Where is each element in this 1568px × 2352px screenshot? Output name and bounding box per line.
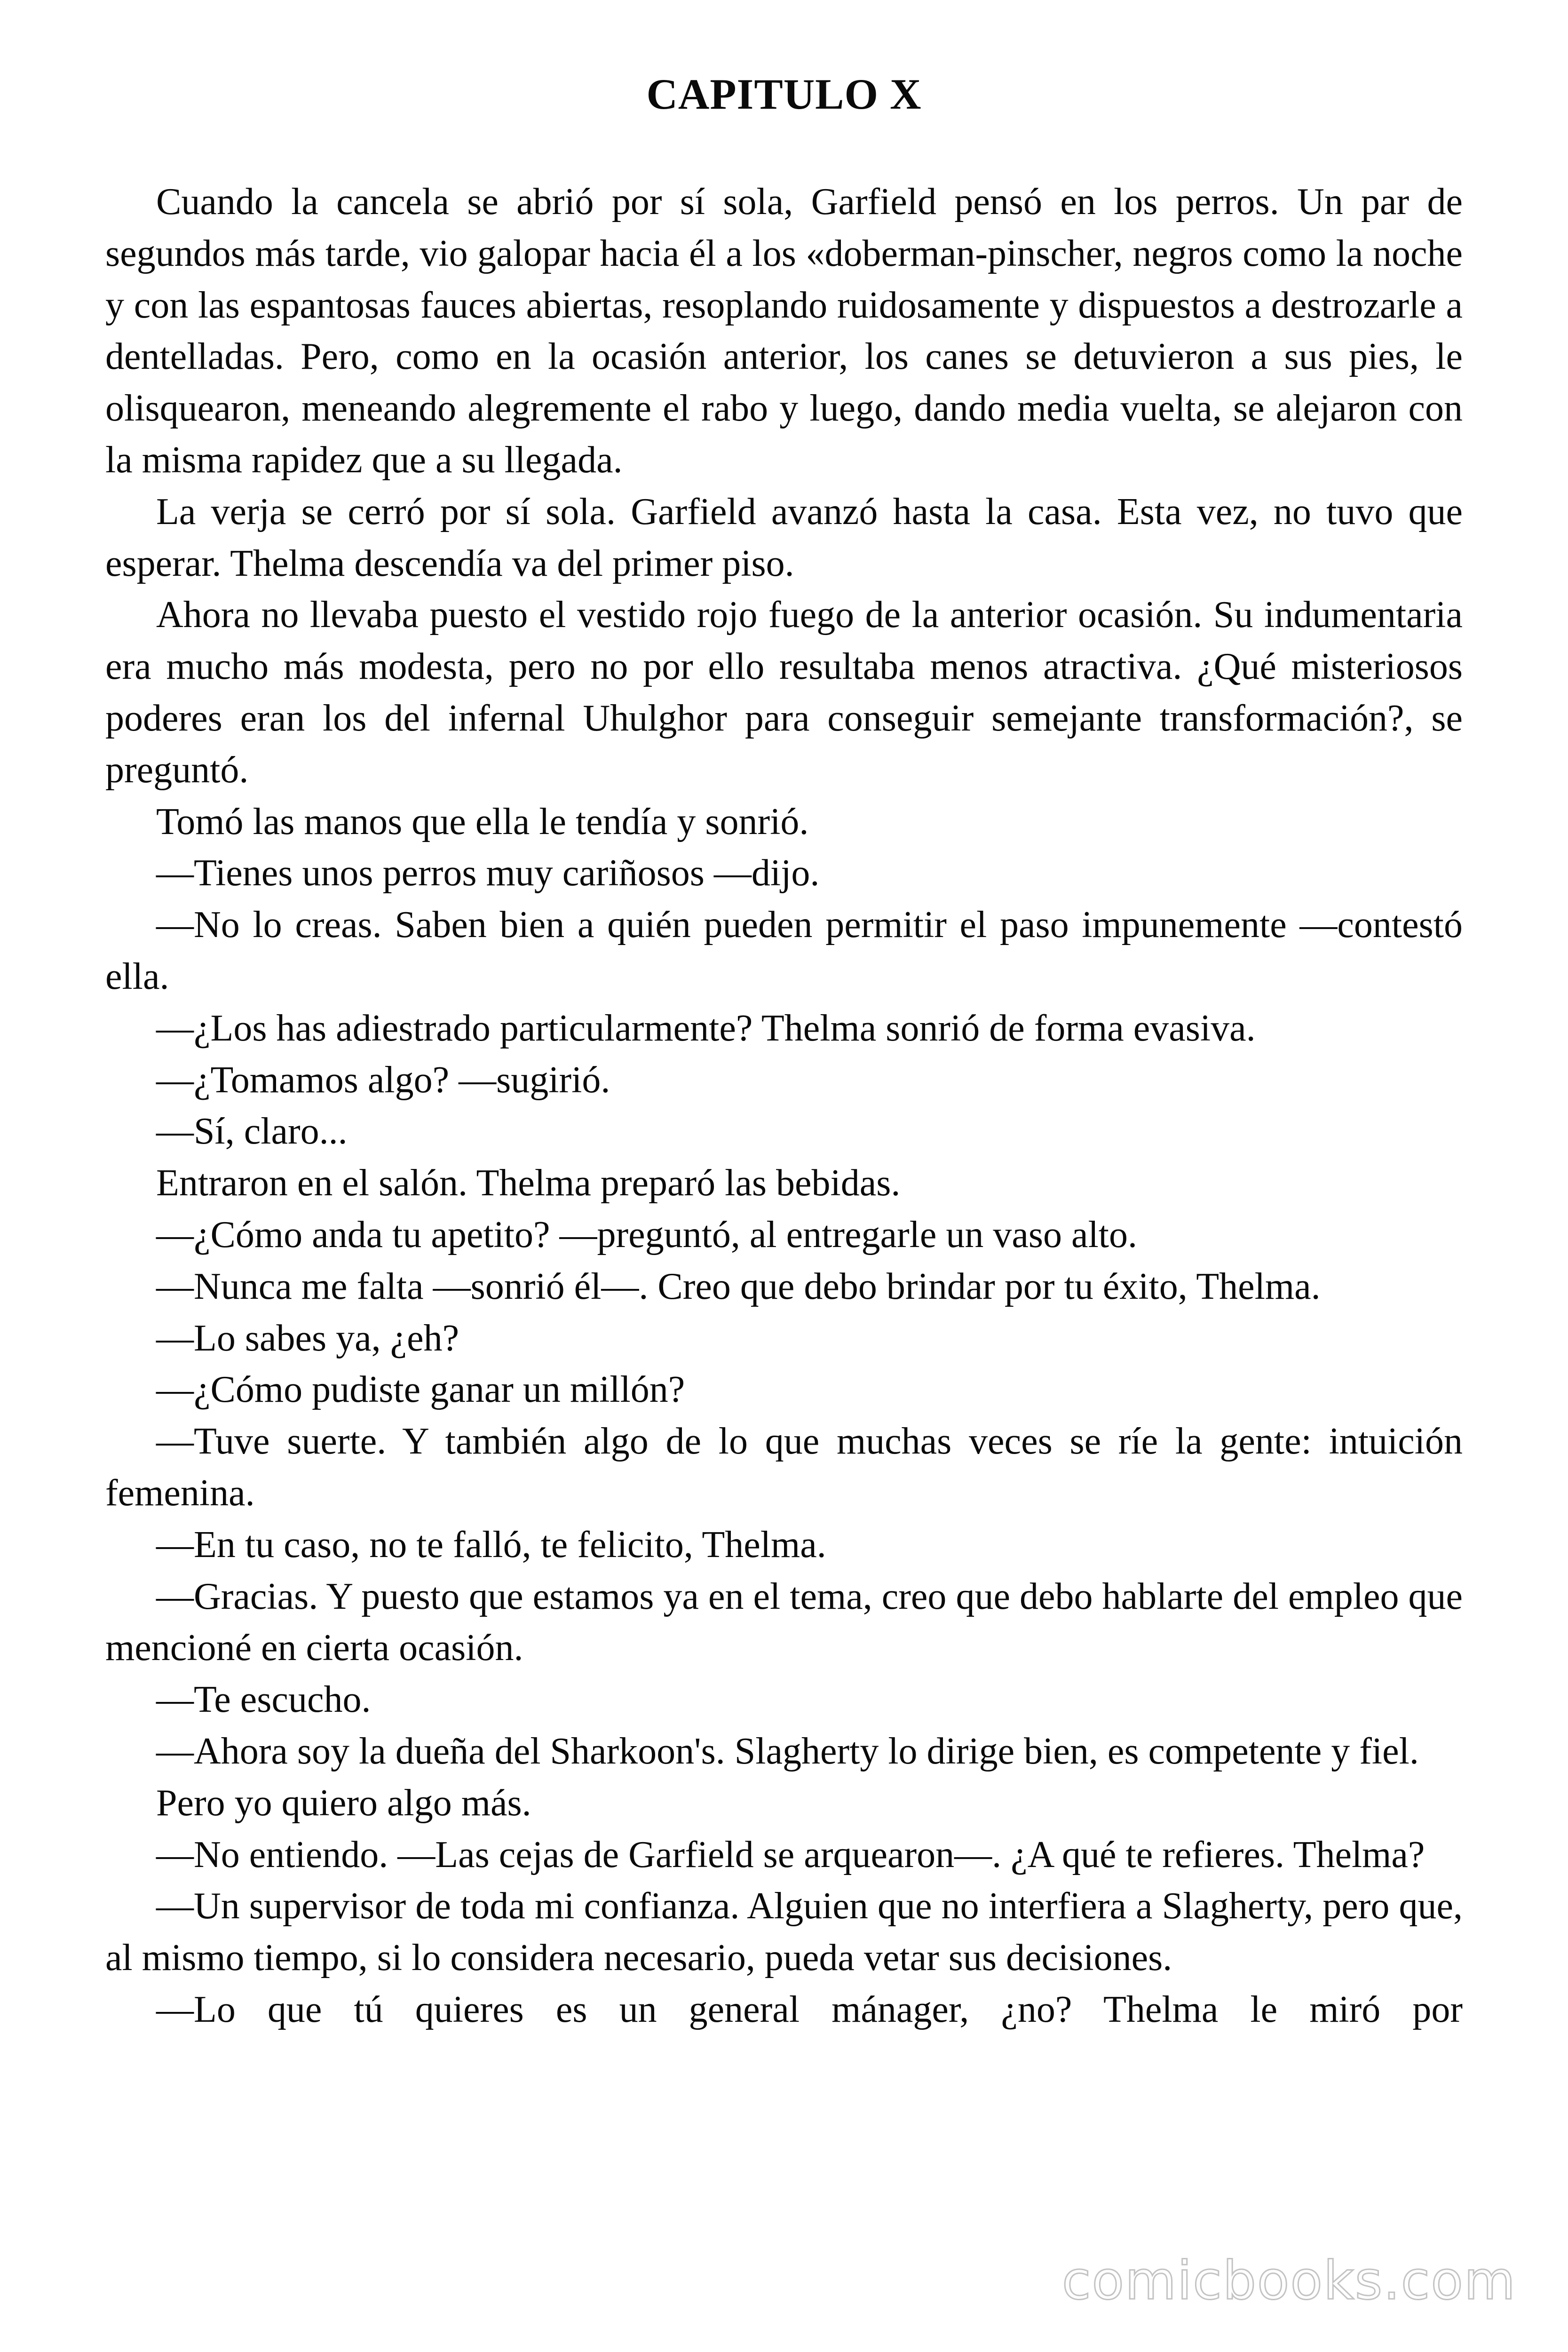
- body-text: [105, 176, 1463, 2036]
- paragraph: —Lo que tú quieres es un general mánager, ¿no? Thelma le miró por: [156, 1988, 1463, 2030]
- paragraph: —Lo sabes ya, ¿eh?: [156, 1317, 459, 1359]
- paragraph: —Ahora soy la dueña del Sharkoon's. Slagherty lo dirige bien, es competente y fiel.: [156, 1730, 1419, 1772]
- paragraph: —¿Los has adiestrado particularmente? Thelma sonrió de forma evasiva.: [156, 1007, 1256, 1049]
- paragraph: —Sí, claro...: [156, 1111, 348, 1152]
- paragraph: —No entiendo. —Las cejas de Garfield se arquearon—. ¿A qué te refieres. Thelma?: [156, 1834, 1425, 1875]
- paragraph: La verja se cerró por sí sola. Garfield avanzó hasta la casa. Esta vez, no tuvo que esperar. Thelma descendía va del primer piso.: [105, 491, 1463, 584]
- paragraph: —Tuve suerte. Y también algo de lo que muchas veces se ríe la gente: intuición femenina.: [105, 1421, 1463, 1514]
- paragraph: —Un supervisor de toda mi confianza. Alguien que no interfiera a Slagherty, pero que, al mismo tiempo, si lo considera necesario, pueda vetar sus decisiones.: [105, 1885, 1463, 1979]
- paragraph: —Nunca me falta —sonrió él—. Creo que debo brindar por tu éxito, Thelma.: [156, 1265, 1321, 1307]
- paragraph: Pero yo quiero algo más.: [156, 1782, 531, 1824]
- paragraph: —¿Cómo pudiste ganar un millón?: [156, 1369, 685, 1411]
- paragraph: —Gracias. Y puesto que estamos ya en el tema, creo que debo hablarte del empleo que mencioné en cierta ocasión.: [105, 1575, 1463, 1669]
- paragraph: —¿Cómo anda tu apetito? —preguntó, al entregarle un vaso alto.: [156, 1214, 1138, 1255]
- paragraph: Tomó las manos que ella le tendía y sonrió.: [156, 801, 809, 842]
- paragraph: Entraron en el salón. Thelma preparó las bebidas.: [156, 1162, 901, 1204]
- paragraph: —No lo creas. Saben bien a quién pueden permitir el paso impunemente —contestó ella.: [105, 904, 1463, 997]
- paragraph: —Tienes unos perros muy cariñosos —dijo.: [156, 852, 820, 894]
- paragraph: Ahora no llevaba puesto el vestido rojo fuego de la anterior ocasión. Su indumentaria era mucho más modesta, pero no por ello resultaba menos atractiva. ¿Qué misteriosos poderes eran los del infernal Uhulghor para conseguir semejante transformación?, se preguntó.: [105, 594, 1463, 791]
- paragraph: Cuando la cancela se abrió por sí sola, Garfield pensó en los perros. Un par de segundos más tarde, vio galopar hacia él a los «doberman-pinscher, negros como la noche y con las espantosas fauces abiertas, resoplando ruidosamente y dispuestos a destrozarle a dentelladas. Pero, como en la ocasión anterior, los canes se detuvieron a sus pies, le olisquearon, meneando alegremente el rabo y luego, dando media vuelta, se alejaron con la misma rapidez que a su llegada.: [105, 181, 1463, 481]
- chapter-title: CAPITULO X: [646, 70, 922, 118]
- paragraph: —En tu caso, no te falló, te felicito, Thelma.: [156, 1524, 826, 1565]
- paragraph: —¿Tomamos algo? —sugirió.: [156, 1059, 610, 1101]
- paragraph: —Te escucho.: [156, 1679, 371, 1721]
- watermark: comicbooks.com: [1061, 2250, 1516, 2312]
